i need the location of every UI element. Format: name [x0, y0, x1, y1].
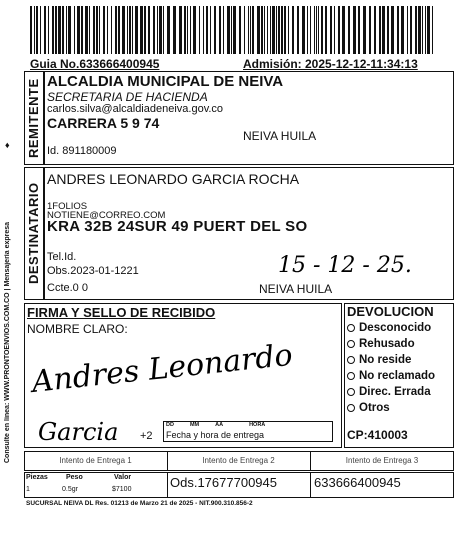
barcode-bar	[272, 6, 275, 54]
barcode-bar	[52, 6, 54, 54]
radio-icon	[347, 356, 355, 364]
barcode-bar	[144, 6, 146, 54]
barcode-bar	[148, 6, 150, 54]
devolucion-option[interactable]: Direc. Errada	[347, 384, 453, 400]
barcode-bar	[407, 6, 408, 54]
destinatario-folios: 1FOLIOS	[47, 201, 88, 212]
barcode-bar	[257, 6, 260, 54]
admision-date: Admisión: 2025-12-12-11:34:13	[243, 57, 418, 71]
barcode-bar	[203, 6, 204, 54]
barcode-bar	[288, 6, 289, 54]
radio-icon	[347, 404, 355, 412]
fecha-col-aa: AA	[215, 422, 224, 428]
fecha-col-mm: MM	[189, 422, 200, 428]
barcode-bar	[432, 6, 433, 54]
piezas-label: Piezas	[26, 474, 48, 481]
barcode-bar	[261, 6, 263, 54]
barcode-bar	[410, 6, 412, 54]
remitente-email: carlos.silva@alcaldiadeneiva.gov.co	[47, 103, 224, 115]
destinatario-obs: Obs.2023-01-1221	[47, 265, 139, 277]
barcode-bar	[187, 6, 188, 54]
barcode-bar	[302, 6, 305, 54]
signature-extra: +2	[140, 430, 153, 442]
barcode-bar	[219, 6, 221, 54]
barcode-bar	[30, 6, 32, 54]
remitente-secretaria: SECRETARIA DE HACIENDA	[47, 90, 208, 104]
barcode-bar	[140, 6, 143, 54]
barcode-bar	[173, 6, 176, 54]
radio-icon	[347, 324, 355, 332]
barcode-bar	[179, 6, 182, 54]
destinatario-ccte: Ccte.0 0	[47, 282, 88, 294]
destinatario-email: NOTIENE@CORREO.COM	[47, 210, 166, 221]
barcode-bar	[132, 6, 133, 54]
barcode-bar	[184, 6, 186, 54]
remitente-address: CARRERA 5 9 74	[47, 115, 160, 131]
barcode-bar	[321, 6, 323, 54]
barcode-bar	[250, 6, 251, 54]
barcode-bar	[103, 6, 105, 54]
destinatario-label: DESTINATARIO	[26, 182, 41, 285]
barcode-bar	[342, 6, 345, 54]
barcode-bar	[418, 6, 421, 54]
remitente-name: ALCALDIA MUNICIPAL DE NEIVA	[47, 73, 284, 90]
peso-label: Peso	[66, 474, 83, 481]
barcode-bar	[415, 6, 417, 54]
barcode-bar	[348, 6, 350, 54]
barcode-bar	[66, 6, 67, 54]
radio-icon	[347, 388, 355, 396]
barcode-bar	[214, 6, 216, 54]
barcode-bar	[190, 6, 191, 54]
barcode-bar	[276, 6, 277, 54]
remitente-label: REMITENTE	[26, 78, 41, 158]
barcode-bar	[55, 6, 57, 54]
devolucion-option[interactable]: Desconocido	[347, 320, 453, 336]
barcode-bar	[248, 6, 249, 54]
devolucion-option[interactable]: Rehusado	[347, 336, 453, 352]
barcode-bar	[318, 6, 319, 54]
nombre-claro-label: NOMBRE CLARO:	[27, 322, 128, 336]
barcode-bar	[374, 6, 376, 54]
barcode-bar	[353, 6, 356, 54]
side-text: Consulte en línea: WWW.PRONTOENVIOS.COM.CO | Mensajería expresa	[4, 221, 11, 464]
barcode-bar	[369, 6, 371, 54]
barcode-bar	[96, 6, 98, 54]
barcode-bar	[115, 6, 117, 54]
barcode-bar	[44, 6, 46, 54]
barcode	[30, 6, 442, 54]
barcode-bar	[227, 6, 230, 54]
barcode-bar	[314, 6, 315, 54]
barcode-bar	[107, 6, 108, 54]
barcode-bar	[284, 6, 286, 54]
barcode-bar	[233, 6, 236, 54]
destinatario-city: NEIVA HUILA	[259, 282, 333, 296]
devolucion-option[interactable]: No reclamado	[347, 368, 453, 384]
barcode-bar	[239, 6, 241, 54]
fecha-columns	[166, 422, 326, 428]
firma-title: FIRMA Y SELLO DE RECIBIDO	[27, 305, 216, 320]
valor-label: Valor	[114, 474, 132, 481]
signature-line1: Andres Leonardo	[30, 337, 295, 400]
barcode-bar	[264, 6, 265, 54]
dot-icon: ♦	[5, 140, 10, 150]
barcode-bar	[193, 6, 196, 54]
destinatario-address: KRA 32B 24SUR 49 PUERT DEL SO	[47, 218, 308, 235]
barcode-bar	[153, 6, 155, 54]
barcode-bar	[122, 6, 125, 54]
barcode-bar	[270, 6, 271, 54]
fecha-col-dd: DD	[166, 422, 174, 428]
barcode-bar	[163, 6, 164, 54]
barcode-bar	[310, 6, 311, 54]
barcode-bar	[330, 6, 332, 54]
barcode-bar	[338, 6, 340, 54]
barcode-bar	[401, 6, 404, 54]
barcode-bar	[118, 6, 120, 54]
guia-number: Guia No.633666400945	[30, 57, 160, 71]
barcode-bar	[40, 6, 41, 54]
ods-number: Ods.17677700945	[170, 475, 277, 490]
barcode-bar	[334, 6, 335, 54]
barcode-bar	[58, 6, 61, 54]
barcode-bar	[85, 6, 88, 54]
intento-3: Intento de Entrega 3	[345, 456, 419, 465]
barcode-bar	[422, 6, 423, 54]
signature-line2: Garcia	[38, 418, 119, 446]
devolucion-option[interactable]: No reside	[347, 352, 453, 368]
barcode-bar	[244, 6, 245, 54]
piezas-value: 1	[26, 486, 30, 493]
devolucion-options	[347, 320, 453, 416]
guia-bottom-number: 633666400945	[314, 475, 401, 490]
barcode-bar	[62, 6, 64, 54]
barcode-bar	[307, 6, 308, 54]
remitente-city: NEIVA HUILA	[243, 129, 317, 143]
barcode-bar	[427, 6, 430, 54]
barcode-bar	[267, 6, 268, 54]
peso-value: 0.5gr	[62, 486, 78, 493]
barcode-bar	[81, 6, 83, 54]
devolucion-option[interactable]: Otros	[347, 400, 453, 416]
barcode-bar	[36, 6, 38, 54]
barcode-bar	[292, 6, 294, 54]
radio-icon	[347, 372, 355, 380]
barcode-bar	[74, 6, 75, 54]
barcode-bar	[48, 6, 49, 54]
barcode-bar	[135, 6, 138, 54]
handwritten-date: 15 - 12 - 25.	[278, 253, 412, 278]
barcode-bar	[278, 6, 280, 54]
barcode-bar	[281, 6, 283, 54]
barcode-bar	[167, 6, 170, 54]
destinatario-tel: Tel.Id.	[47, 251, 77, 263]
barcode-bar	[379, 6, 381, 54]
barcode-bar	[89, 6, 90, 54]
barcode-bar	[316, 6, 317, 54]
barcode-bar	[111, 6, 112, 54]
devolucion-title: DEVOLUCION	[347, 304, 434, 319]
intento-2: Intento de Entrega 2	[202, 456, 275, 465]
barcode-bar	[231, 6, 232, 54]
remitente-id: Id. 891180009	[47, 145, 117, 157]
barcode-bar	[77, 6, 80, 54]
barcode-bar	[358, 6, 360, 54]
radio-icon	[347, 340, 355, 348]
fecha-label: Fecha y hora de entrega	[166, 430, 265, 440]
barcode-bar	[127, 6, 128, 54]
devolucion-cp: CP:410003	[347, 428, 408, 442]
barcode-bar	[382, 6, 385, 54]
barcode-bar	[252, 6, 254, 54]
barcode-bar	[387, 6, 389, 54]
barcode-bar	[223, 6, 224, 54]
barcode-bar	[325, 6, 327, 54]
barcode-bar	[206, 6, 208, 54]
barcode-bar	[68, 6, 71, 54]
barcode-bar	[157, 6, 158, 54]
valor-value: $7100	[112, 486, 132, 493]
intento-1: Intento de Entrega 1	[59, 456, 132, 465]
barcode-bar	[425, 6, 426, 54]
barcode-bar	[34, 6, 35, 54]
barcode-bar	[129, 6, 131, 54]
barcode-bar	[159, 6, 162, 54]
barcode-bar	[363, 6, 366, 54]
barcode-bar	[99, 6, 100, 54]
barcode-bar	[210, 6, 211, 54]
barcode-bar	[93, 6, 95, 54]
barcode-bar	[199, 6, 200, 54]
destinatario-name: ANDRES LEONARDO GARCIA ROCHA	[47, 171, 300, 187]
barcode-bar	[397, 6, 399, 54]
footer-text: SUCURSAL NEIVA DL Res. 01213 de Marzo 21 de 2025 - NIT.900.310.856-2	[26, 500, 253, 507]
barcode-bar	[297, 6, 299, 54]
barcode-bar	[391, 6, 394, 54]
fecha-col-hora: HORA	[249, 422, 266, 428]
